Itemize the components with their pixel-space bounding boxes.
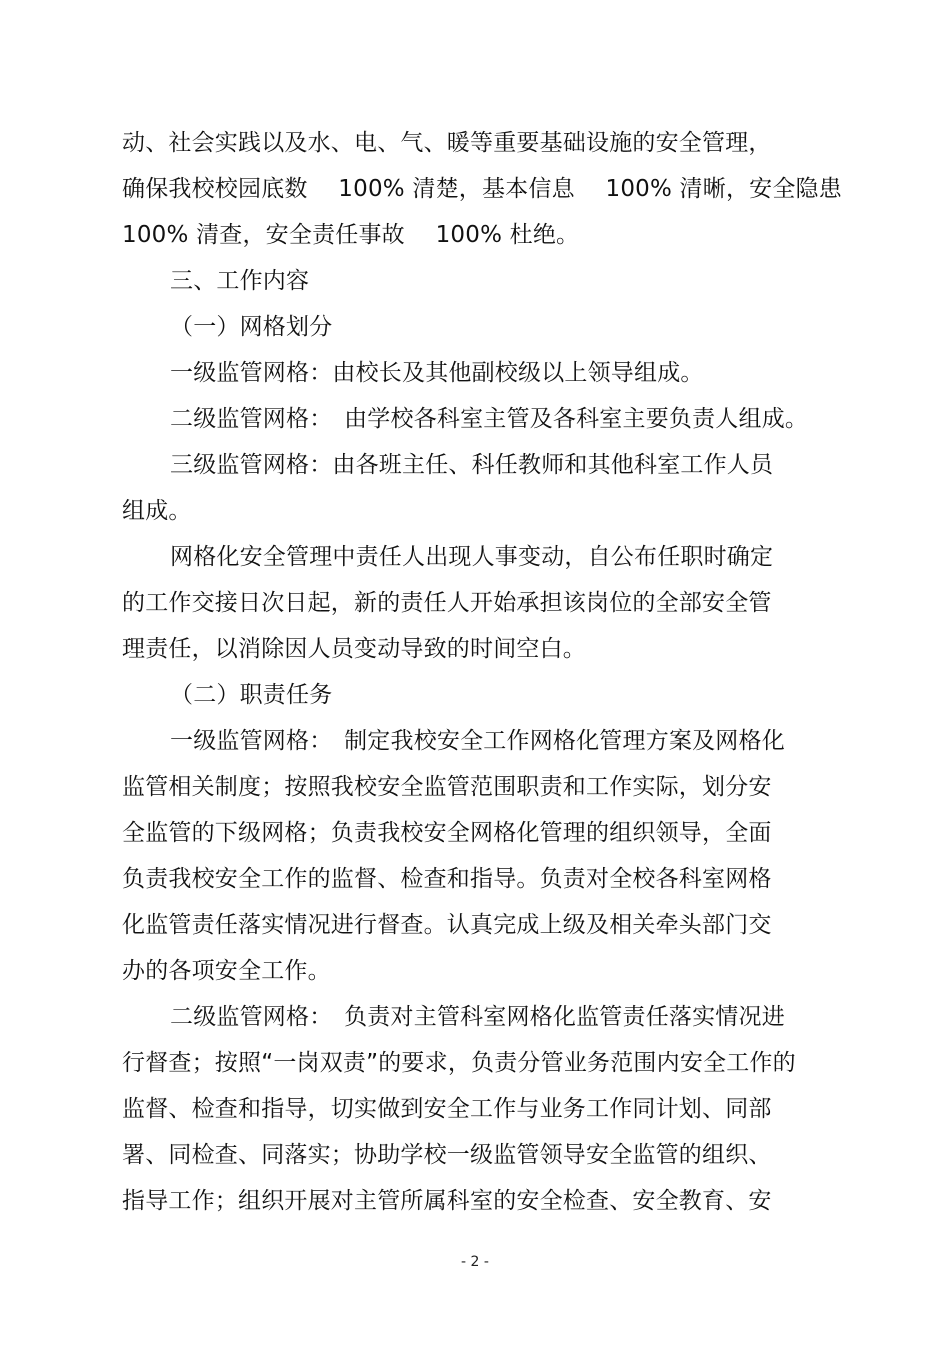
text-line-12: 理责任，以消除因人员变动导致的时间空白。	[122, 636, 586, 662]
text-line-18: 化监管责任落实情况进行督查。认真完成上级及相关牵头部门交	[122, 912, 772, 938]
text-line-10: 网格化安全管理中责任人出现人事变动，自公布任职时确定	[170, 544, 774, 570]
subsection-heading-grid-division: （一）网格划分	[170, 314, 333, 340]
text-line-24: 指导工作；组织开展对主管所属科室的安全检查、安全教育、安	[122, 1188, 772, 1214]
text-line-2: 确保我校校园底数 100% 清楚，基本信息 100% 清晰，安全隐患	[122, 176, 842, 202]
text-line-21: 行督查；按照“一岗双责”的要求，负责分管业务范围内安全工作的	[122, 1050, 796, 1076]
text-line-19: 办的各项安全工作。	[122, 958, 331, 984]
text-line-1: 动、社会实践以及水、电、气、暖等重要基础设施的安全管理，	[122, 130, 772, 156]
page-number: - 2 -	[461, 1254, 489, 1270]
section-heading-work-content: 三、工作内容	[170, 268, 310, 294]
text-line-20: 二级监管网格： 负责对主管科室网格化监管责任落实情况进	[170, 1004, 785, 1030]
text-line-11: 的工作交接日次日起，新的责任人开始承担该岗位的全部安全管	[122, 590, 772, 616]
text-line-16: 全监管的下级网格；负责我校安全网格化管理的组织领导，全面	[122, 820, 772, 846]
text-line-7: 二级监管网格： 由学校各科室主管及各科室主要负责人组成。	[170, 406, 809, 432]
text-line-22: 监督、检查和指导，切实做到安全工作与业务工作同计划、同部	[122, 1096, 772, 1122]
text-line-8: 三级监管网格：由各班主任、科任教师和其他科室工作人员	[170, 452, 774, 478]
text-line-3: 100% 清查，安全责任事故 100% 杜绝。	[122, 222, 580, 248]
text-line-6: 一级监管网格：由校长及其他副校级以上领导组成。	[170, 360, 704, 386]
subsection-heading-duties: （二）职责任务	[170, 682, 333, 708]
text-line-9: 组成。	[122, 498, 192, 524]
text-line-23: 署、同检查、同落实；协助学校一级监管领导安全监管的组织、	[122, 1142, 772, 1168]
text-line-15: 监管相关制度；按照我校安全监管范围职责和工作实际，划分安	[122, 774, 772, 800]
text-line-17: 负责我校安全工作的监督、检查和指导。负责对全校各科室网格	[122, 866, 772, 892]
text-line-14: 一级监管网格： 制定我校安全工作网格化管理方案及网格化	[170, 728, 785, 754]
